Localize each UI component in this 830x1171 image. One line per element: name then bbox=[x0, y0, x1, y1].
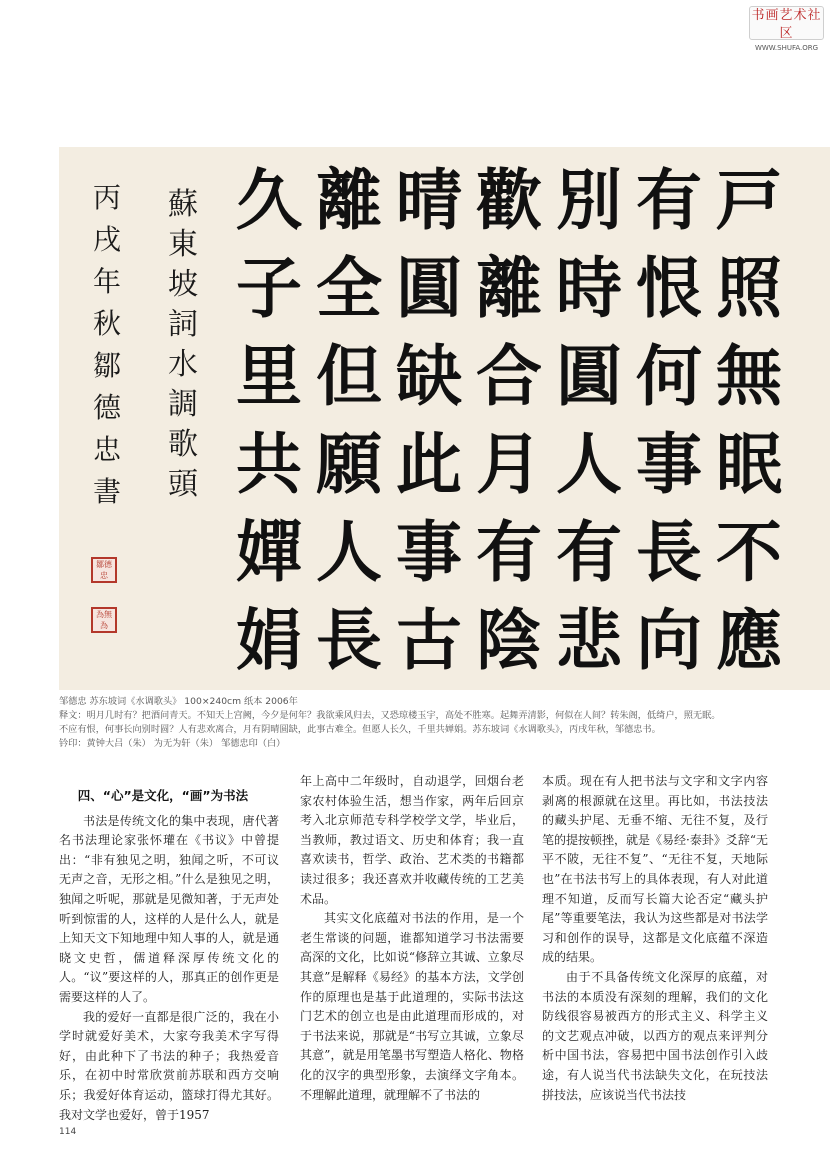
calligraphy-character: 月 bbox=[476, 425, 542, 503]
calligraphy-character: 此 bbox=[396, 425, 462, 503]
inscription-character: 德 bbox=[92, 391, 121, 424]
inscription-character: 戌 bbox=[92, 223, 121, 256]
page-number: 114 bbox=[59, 1127, 77, 1137]
artwork-caption bbox=[59, 695, 819, 751]
calligraphy-character: 人 bbox=[316, 513, 382, 591]
site-logo[interactable] bbox=[749, 6, 824, 52]
calligraphy-artwork bbox=[59, 147, 830, 690]
logo-text: 书画艺术社区 bbox=[751, 8, 822, 41]
calligraphy-character: 陰 bbox=[476, 601, 542, 679]
calligraphy-character: 歡 bbox=[476, 161, 542, 239]
logo-url: WWW.SHUFA.ORG bbox=[754, 44, 819, 52]
calligraphy-character: 有 bbox=[636, 161, 702, 239]
paragraph: 由于不具备传统文化深厚的底蕴，对书法的本质没有深刻的理解，我们的文化防线很容易被西方的形式主义、科学主义的文艺观点冲破，以西方的观点来评判分析中国书法，容易把中国书法创作引入歧途，有人说当代书法缺失文化，在玩技法拼技法，应该说当代书法技 bbox=[542, 969, 768, 1102]
calligraphy-character: 願 bbox=[316, 425, 382, 503]
article-column-3 bbox=[542, 772, 768, 1105]
calligraphy-character: 事 bbox=[396, 513, 462, 591]
calligraphy-character: 照 bbox=[716, 249, 782, 327]
calligraphy-character: 圓 bbox=[396, 249, 462, 327]
calligraphy-row bbox=[229, 331, 789, 421]
seal-stamp bbox=[91, 557, 117, 583]
paragraph: 书法是传统文化的集中表现，唐代著名书法理论家张怀瓘在《书议》中曾提出：“非有独见之明，独闻之听，不可议无声之音，无形之相。”什么是独见之明，独闻之听呢，那就是见微知著，于无声处听到惊雷的人，这样的人是什么人，就是上知天文下知地理中知人事的人，就是通晓文史哲，儒道释深厚传统文化的人。“议”要这样的人，那真正的创作更是需要这样的人了。 bbox=[59, 813, 279, 1004]
calligraphy-character: 娟 bbox=[236, 601, 302, 679]
calligraphy-character: 古 bbox=[396, 601, 462, 679]
inscription-character: 坡 bbox=[168, 267, 198, 302]
calligraphy-character: 圓 bbox=[556, 337, 622, 415]
calligraphy-character: 里 bbox=[236, 337, 302, 415]
calligraphy-character: 久 bbox=[236, 161, 302, 239]
paragraph: 我的爱好一直都是很广泛的，我在小学时就爱好美术，大家夸我美术字写得好，由此种下了书法的种子；我热爱音乐，在初中时常欣赏前苏联和西方交响乐；我爱好体育运动，篮球打得尤其好。我对文学也爱好，曾于1957 bbox=[59, 1009, 279, 1122]
calligraphy-character: 悲 bbox=[556, 601, 622, 679]
inscription-character: 蘇 bbox=[168, 187, 198, 222]
calligraphy-character: 但 bbox=[316, 337, 382, 415]
calligraphy-character: 長 bbox=[316, 601, 382, 679]
article-column-1 bbox=[59, 786, 279, 1125]
seal-stamp bbox=[91, 607, 117, 633]
caption-line: 释文：明月几时有？把酒问青天。不知天上宫阙，今夕是何年？我欲乘风归去，又恐琼楼玉宇，高处不胜寒。起舞弄清影，何似在人间？转朱阁，低绮户，照无眠。 bbox=[59, 710, 721, 721]
paragraph: 年上高中二年级时，自动退学，回烟台老家农村体验生活，想当作家，两年后回京考入北京师范专科学校学文学，毕业后，当教师，教过语文、历史和体育；我一直喜欢读书，哲学、政治、艺术类的书籍都读过很多；我还喜欢并收藏传统的工艺美术品。 bbox=[300, 774, 524, 906]
inscription-character: 詞 bbox=[168, 307, 198, 342]
inscription-character: 頭 bbox=[168, 467, 198, 502]
paragraph: 本质。现在有人把书法与文字和文字内容剥离的根源就在这里。再比如，书法技法的藏头护尾、无垂不缩、无往不复，及行笔的提按顿挫，就是《易经·泰卦》爻辞“无平不陂，无往不复”、“无往不复，天地际也”在书法书写上的具体表现，有人对此道理不知道，反而写长篇大论否定“藏头护尾”等重要笔法，我认为这些都是对书法学习和创作的误导，这都是文化底蕴不深造成的结果。 bbox=[542, 774, 768, 965]
signature-column bbox=[87, 177, 127, 513]
inscription-character: 水 bbox=[168, 347, 198, 382]
calligraphy-row bbox=[229, 507, 789, 597]
caption-line: 钤印：黄钟大吕（朱） 为无为轩（朱） 邹德忠印（白） bbox=[59, 738, 286, 749]
calligraphy-character: 時 bbox=[556, 249, 622, 327]
calligraphy-character: 嬋 bbox=[236, 513, 302, 591]
calligraphy-character: 不 bbox=[716, 513, 782, 591]
calligraphy-row bbox=[229, 595, 789, 685]
inscription-character: 鄒 bbox=[92, 349, 121, 382]
inscription-character: 歌 bbox=[168, 427, 198, 462]
calligraphy-character: 恨 bbox=[636, 249, 702, 327]
paragraph: 其实文化底蕴对书法的作用，是一个老生常谈的问题，谁都知道学习书法需要高深的文化，比如说“修辞立其诚、立象尽其意”是解释《易经》的基本方法，文学创作的原理也是基于此道理的，实际书法这门艺术的创立也是由此道理而形成的，对于书法来说，那就是“书写立其诚，立象尽其意”，就是用笔墨书写塑造人格化、物格化的汉字的典型形象，去演绎文字角本。不理解此道理，就理解不了书法的 bbox=[300, 911, 524, 1102]
seal-text: 為無為 bbox=[96, 610, 112, 630]
calligraphy-row bbox=[229, 243, 789, 333]
calligraphy-character: 向 bbox=[636, 601, 702, 679]
calligraphy-character: 合 bbox=[476, 337, 542, 415]
calligraphy-character: 子 bbox=[236, 249, 302, 327]
title-column bbox=[163, 185, 203, 505]
section-heading: 四、“心”是文化，“画”为书法 bbox=[77, 788, 249, 803]
calligraphy-character: 有 bbox=[476, 513, 542, 591]
seal-text: 鄒德忠 bbox=[96, 560, 112, 580]
caption-line: 不应有恨，何事长向别时圆？人有悲欢离合，月有阴晴圆缺，此事古难全。但愿人长久，千里共婵娟。苏东坡词《水调歌头》，丙戌年秋，邹德忠书。 bbox=[59, 724, 661, 735]
inscription-character: 忠 bbox=[92, 433, 121, 466]
calligraphy-character: 長 bbox=[636, 513, 702, 591]
calligraphy-character: 晴 bbox=[396, 161, 462, 239]
inscription-character: 年 bbox=[92, 265, 121, 298]
calligraphy-character: 戸 bbox=[716, 161, 782, 239]
calligraphy-character: 有 bbox=[556, 513, 622, 591]
calligraphy-character: 無 bbox=[716, 337, 782, 415]
calligraphy-character: 離 bbox=[316, 161, 382, 239]
calligraphy-row bbox=[229, 419, 789, 509]
calligraphy-character: 人 bbox=[556, 425, 622, 503]
inscription-character: 調 bbox=[168, 387, 198, 422]
inscription-character: 秋 bbox=[92, 307, 121, 340]
calligraphy-character: 別 bbox=[556, 161, 622, 239]
inscription-character: 丙 bbox=[92, 181, 121, 214]
calligraphy-character: 共 bbox=[236, 425, 302, 503]
calligraphy-character: 缺 bbox=[396, 337, 462, 415]
calligraphy-character: 眠 bbox=[716, 425, 782, 503]
inscription-character: 東 bbox=[168, 227, 198, 262]
article-column-2 bbox=[300, 772, 524, 1105]
calligraphy-character: 事 bbox=[636, 425, 702, 503]
calligraphy-character: 離 bbox=[476, 249, 542, 327]
inscription-character: 書 bbox=[92, 475, 121, 508]
caption-line: 邹德忠 苏东坡词《水调歌头》 100×240cm 纸本 2006年 bbox=[59, 696, 298, 707]
calligraphy-character: 全 bbox=[316, 249, 382, 327]
calligraphy-character: 應 bbox=[716, 601, 782, 679]
calligraphy-row bbox=[229, 155, 789, 245]
calligraphy-character: 何 bbox=[636, 337, 702, 415]
